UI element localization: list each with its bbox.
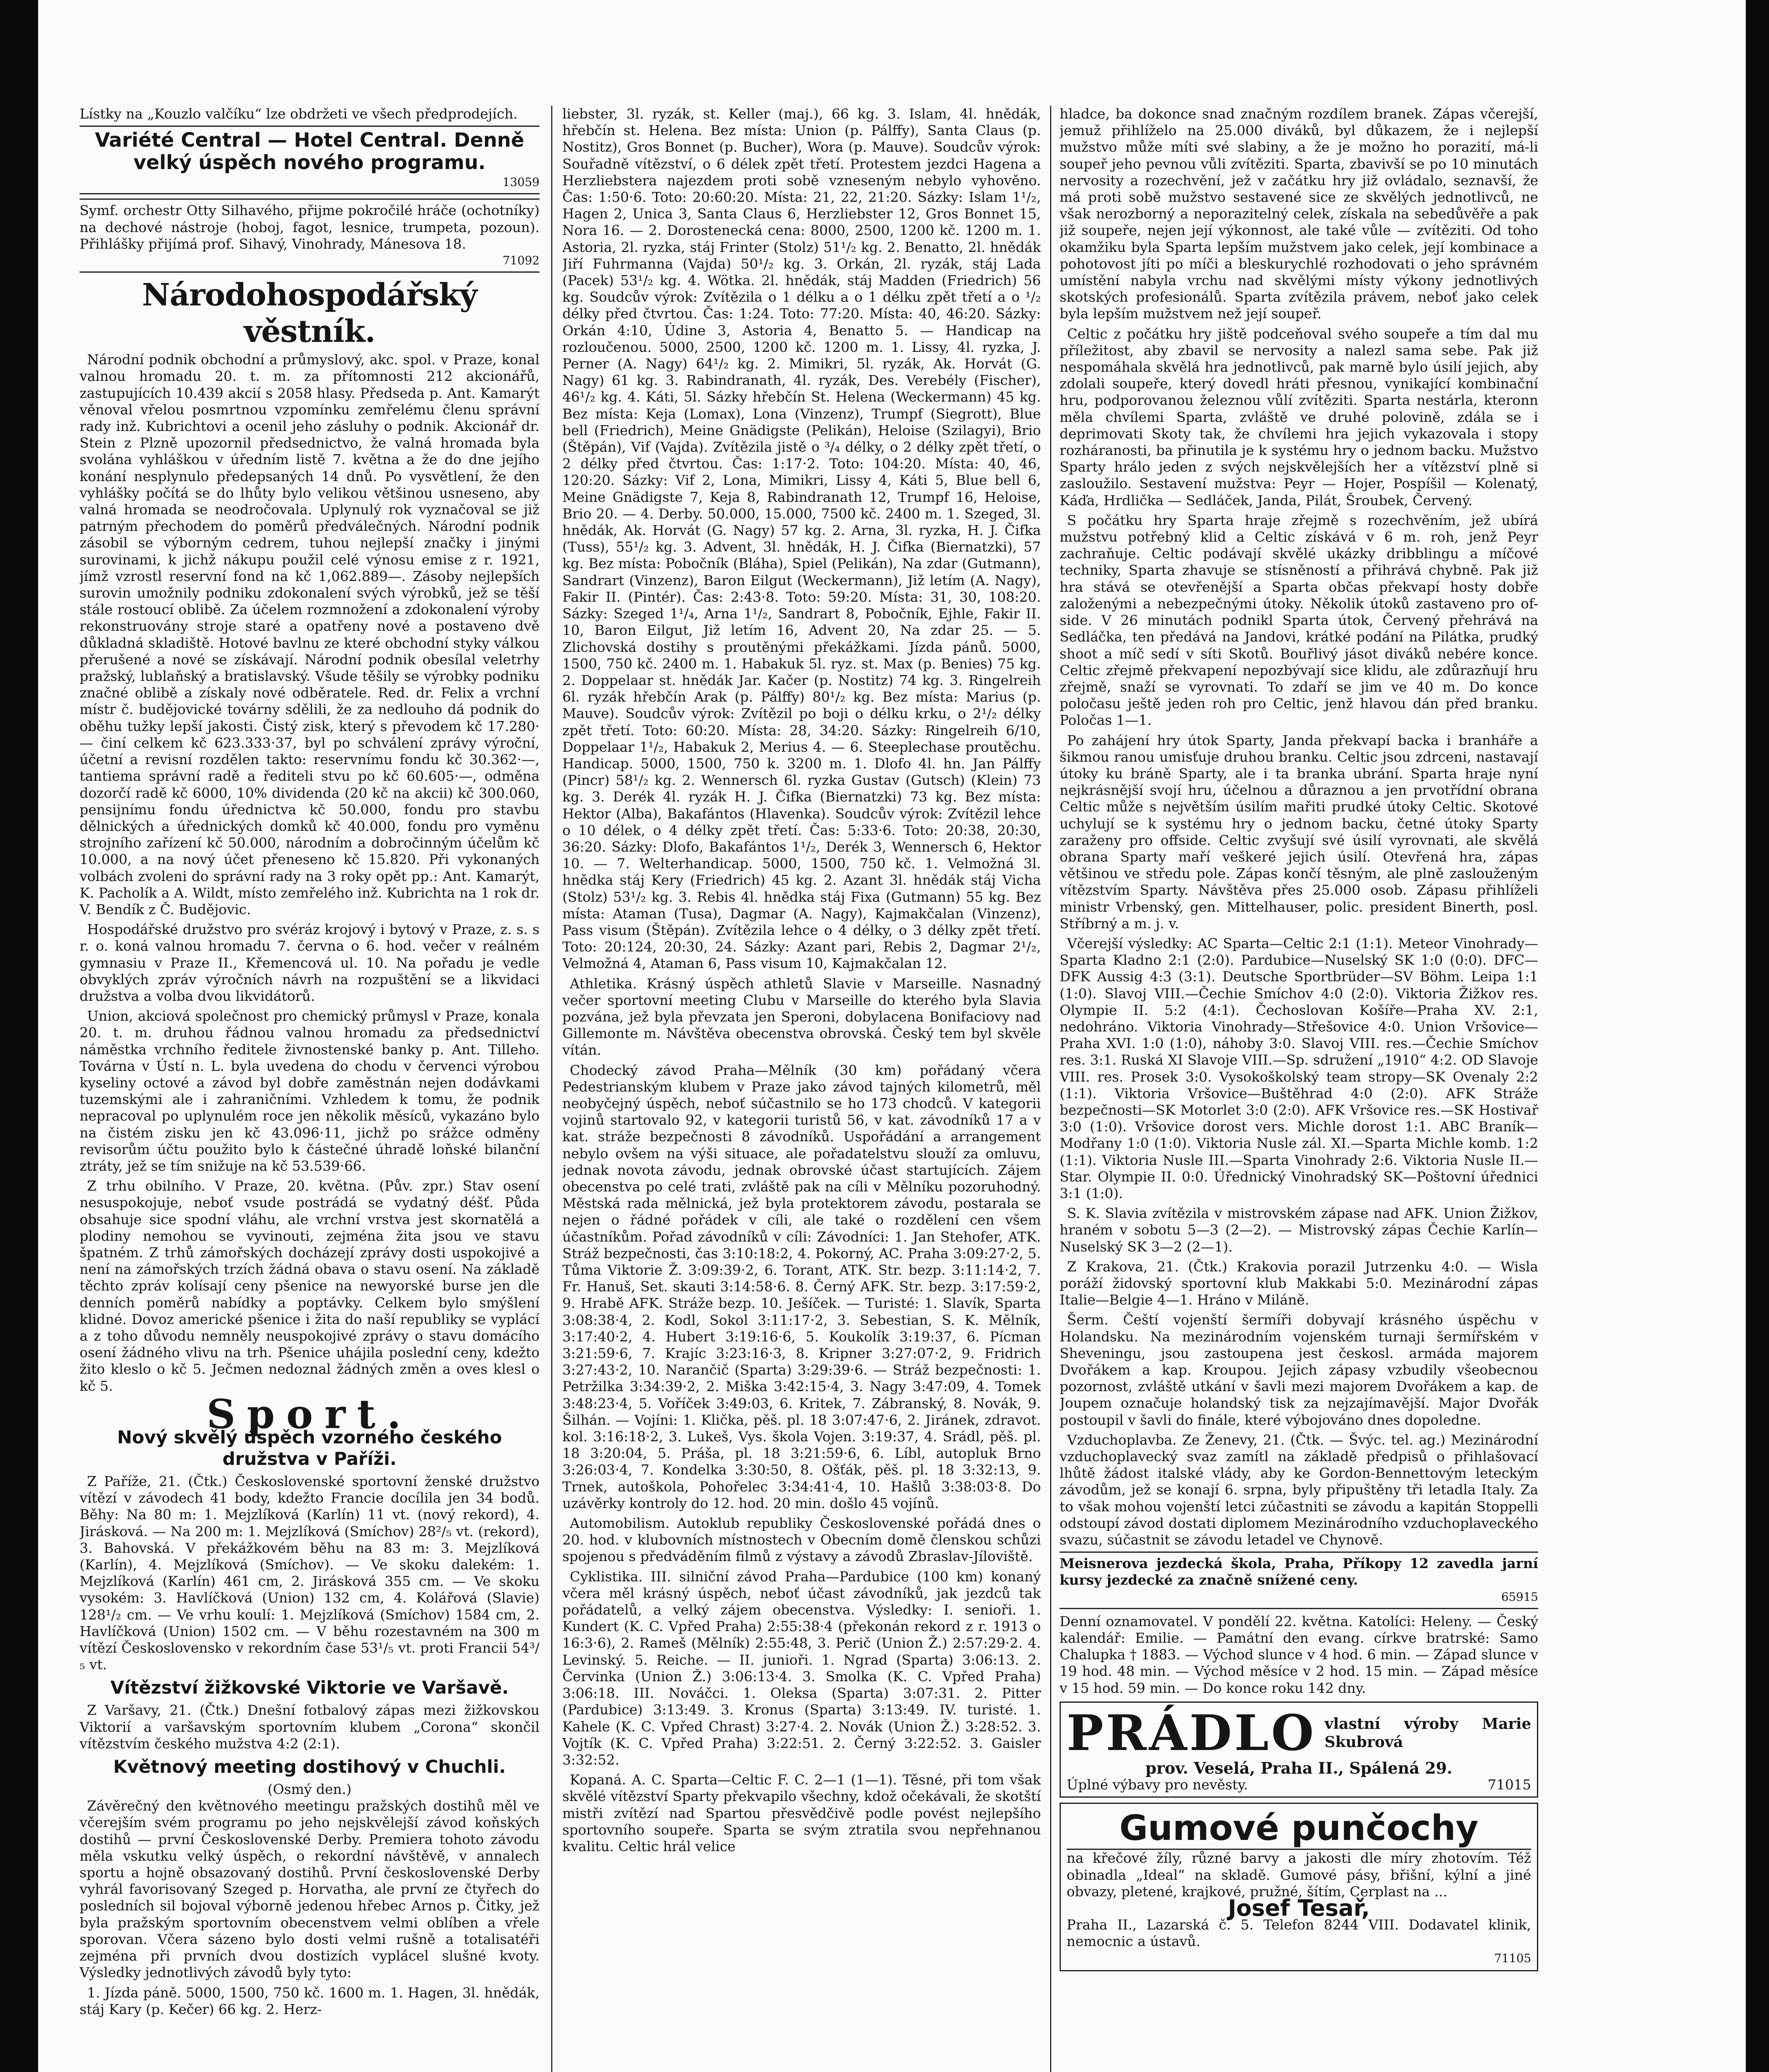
article-kopana: Kopaná. A. C. Sparta—Celtic F. C. 2—1 (1—1). Těsné, při tom však skvělé vítězství Sparty překvapilo všechny, kdož očekávali, že skotští mistři zvítězí nad Spartou přesvědčivě podle povést nejlepšího sportovního soupeře. Sparta se svým ztratila svou nepřehnanou kvalitu. Celtic hrál velice: [562, 1772, 1041, 1854]
article-chuchle-results: 1. Jízda páně. 5000, 1500, 750 kč. 1600 m. 1. Hagen, 3l. hnědák, stáj Kary (p. Kečer) 66 kg. 2. Herz-: [80, 1984, 540, 2017]
article-vzduchoplavba: Vzduchoplavba. Ze Ženevy, 21. (Čtk. — Švýc. tel. ag.) Mezinárodní vzduchoplavecký svaz zamítl na základě předpisů o přihlašovací lhůtě žádost italské vlády, aby ke Gordon-Bennettovým leteckým závodům, jež se konají 6. srpna, byly připuštěny tři letadla Italy. Za to však mohou vojenští letci zúčastniti se závodu a kapitán Stoppelli odstoupí závod dostati diplomem Mezinárodního vzduchoplaveckého svazu, súčastnit se závodu letadel ve Chynově.: [1060, 1431, 1538, 1548]
article-narodni-podnik: Národní podnik obchodní a průmyslový, akc. spol. v Praze, konal valnou hromadu 20. t. m. za přítomnosti 212 akcionářů, zastupujících 10.439 akcií s 2058 hlasy. Předseda p. Ant. Kamarýt věnoval vřelou posmrtnou vzpomínku zemřelému členu správní rady inž. Kubrichtovi a ocenil jeho zásluhy o podnik. Akcionář dr. Stein z Plzně upozornil předsednictvo, že valná hromada byla svolána vyhláškou v úředním listě 7. května a že do dne jejího konání nesplynulo předepsaných 14 dnů. Po vysvětlení, že den vyhlášky počítá se do lhůty bylo velikou většinou usneseno, aby valná hromada se neodročovala. Uplynulý rok vyznačoval se již patrným přechodem do poměrů předválečných. Národní podnik zásobil se výborným cedrem, tuhou nejlepší značky i jinými surovinami, k jichž nákupu použil celé výnosu emise z r. 1921, jímž vzrostl reservní fond na kč 1,062.889—. Zásoby nejlepších surovin umožnily podniku zdokonalení svých výrobků, jež se těší stále rostoucí oblibě. Za účelem rozmnožení a zdokonalení výroby rekonstruovány stroje staré a opatřeny nové a postaveno dvě důkladná skladiště. Hotové bavlnu ze které obchodní styky válkou přerušené a nové se získávají. Národní podnik obesílal veletrhy pražský, lublaňský a bratislavský. Všude těšily se výrobky podniku značné oblibě a získaly nové odběratele. Red. dr. Felix a vrchní místr č. budějovické továrny sdělili, že za nedlouho dá podnik do oběhu tužky lepší jakosti. Čistý zisk, který s převodem kč 17.280·— činí celkem kč 623.333·37, byl po schválení zprávy výroční, účetní a revisní rozdělen takto: reservnímu fondu kč 30.362·—, tantiema správní radě a řediteli stvu po kč 60.605·—, odměna dozorčí radě kč 6000, 10% dividenda (20 kč na akcii) kč 300.060, pensijnímu fondu úřednictva kč 50.000, fondu pro stavbu dělnických a úřednických domků kč 40.000, fondu pro vyměnu strojního zařízení kč 50.000, národním a dobročinným účelům kč 10.000, a na nový účet přeneseno kč 15.820. Při vykonaných volbách zvoleni do správní rady na 3 roky opět pp.: Ant. Kamarýt, K. Pacholík a A. Wildt, místo zemřelého inž. Kubrichta na 1 rok dr. V. Bendík z Č. Budějovic.: [80, 351, 540, 917]
article-serm: Šerm. Čeští vojenští šermíři dobyvají krásného úspěchu v Holandsku. Na mezinárodním vojenském turnaji šermířském v Sheveningu, jsou zastoupena jest českosl. armáda majorem Dvořákem a kap. Kroupou. Jejich zápasy vzbudily všeobecnou pozornost, zvláště utkání v šavli mezi majorem Dvořákem a kap. de Joupem označuje holandský tisk za nejzajímavější. Major Dvořák postoupil v šavli do finále, které výbojováno dnes dopoledne.: [1060, 1312, 1538, 1428]
article-dostihy-results: liebster, 3l. ryzák, st. Keller (maj.), 66 kg. 3. Islam, 4l. hnědák, hřebčín st. Helena. Bez místa: Union (p. Pálffy), Santa Claus (p. Nostitz), Gros Bonnet (p. Bucher), Wora (p. Mauve). Soudcův výrok: Souřadně vítězství, o 6 délek zpět třetí. Protestem jezdci Hagena a Herzliebstera najezdem proti sobě vzneseným nebylo vyhověno. Čas: 1:50·6. Toto: 20:60:20. Místa: 21, 22, 21:20. Sázky: Islam 1¹/₂, Hagen 2, Unica 3, Santa Claus 6, Herzliebster 12, Gros Bonnet 15, Nora 16. — 2. Dorostenecká cena: 8000, 2500, 1200 kč. 1200 m. 1. Astoria, 2l. ryzka, stáj Frinter (Stolz) 51¹/₂ kg. 2. Benatto, 2l. hnědák Jiří Fuhrmanna (Vajda) 50¹/₂ kg. 3. Orkán, 2l. ryzák, stáj Lada (Pacek) 53¹/₂ kg. 4. Wötka. 2l. hnědák, stáj Madden (Friedrich) 56 kg. Soudcův výrok: Zvítězila o 1 délku a o 1 délku zpět třetí a o ¹/₂ délky před čtvrtou. Čas: 1:24. Toto: 77:20. Místa: 40, 46:20. Sázky: Orkán 4:10, Údine 3, Astoria 4, Benatto 5. — Handicap na rozloučenou. 5000, 2500, 1200 kč. 1200 m. 1. Lissy, 4l. ryzka, J. Perner (A. Nagy) 64¹/₂ kg. 2. Mimikri, 5l. ryzák, Ak. Horvát (G. Nagy) 61 kg. 3. Rabindranath, 4l. ryzák, Des. Verebély (Fischer), 46¹/₂ kg. 4. Káti, 5l. Sázky hřebčín St. Helena (Weckermann) 45 kg. Bez místa: Keja (Lomax), Lona (Vinzenz), Trumpf (Siegrott), Blue bell (Friedrich), Meine Gnädigste (Pelikán), Heloise (Szilagyi), Brio (Štěpán), Vif (Vajda). Zvítězila jistě o ³/₄ délky, o 2 délky zpět třetí, o 2 délky před čtvrtou. Čas: 1:17·2. Toto: 104:20. Místa: 40, 46, 120:20. Sázky: Vif 2, Lona, Mimikri, Lissy 4, Káti 5, Blue bell 6, Meine Gnädigste 7, Keja 8, Rabindranath 12, Trumpf 16, Heloise, Brio 20. — 4. Derby. 50.000, 15.000, 7500 kč. 2400 m. 1. Szeged, 3l. hnědák, Ak. Horvát (G. Nagy) 57 kg. 2. Arna, 3l. ryzka, H. J. Čifka (Tuss), 55¹/₂ kg. 3. Advent, 3l. hnědák, H. J. Čifka (Biernatzki), 57 kg. Bez místa: Pobočník (Bláha), Spiel (Pelikán), Na zdar (Gutmann), Sandrart (Vinzenz), Baron Eilgut (Weckermann), Již letím (A. Nagy), Fakir II. (Pintér). Čas: 2:43·8. Toto: 59:20. Místa: 31, 30, 108:20. Sázky: Szeged 1¹/₄, Arna 1¹/₂, Sandrart 8, Pobočník, Ejhle, Fakir II. 10, Baron Eilgut, Již letím 16, Advent 20, Na zdar 25. — 5. Zlichovská dostihy s proutěnými překážkami. Jízda pánů. 5000, 1500, 750 kč. 2400 m. 1. Habakuk 5l. ryz. st. Max (p. Benies) 75 kg. 2. Doppelaar st. hnědák Jar. Kačer (p. Nostitz) 74 kg. 3. Ringelreih 6l. ryzák hřebčín Arak (p. Pálffy) 80¹/₂ kg. Bez místa: Marius (p. Mauve). Soudcův výrok: Zvítězil po boji o délku krku, o 2¹/₂ délky zpět třetí. Toto: 60:20. Místa: 28, 34:20. Sázky: Ringelreih 6/10, Doppelaar 1¹/₂, Habakuk 2, Merius 4. — 6. Steeplechase proutěchu. Handicap. 5000, 1500, 750 k. 3200 m. 1. Dlofo 4l. hn. Jan Pálffy (Pincr) 58¹/₂ kg. 2. Wennersch 6l. ryzka Gustav (Gutsch) (Klein) 73 kg. 3. Derék 4l. ryzák H. J. Čifka (Biernatzki) 73 kg. Bez místa: Hektor (Alba), Bakafántos (Hlavenka). Soudcův výrok: Zvítězil lehce o 10 délek, o 4 délky zpět třetí. Čas: 5:33·6. Toto: 20:38, 20:30, 36:20. Sázky: Dlofo, Bakafántos 1¹/₂, Derék 3, Wennersch 6, Hektor 10. — 7. Welterhandicap. 5000, 1500, 750 kč. 1. Velmožná 3l. hnědka stáj Kery (Friedrich) 45 kg. 2. Azant 3l. hnědák stáj Vicha (Stolz) 53¹/₂ kg. 3. Rebis 4l. hnědka stáj Fixa (Gutmann) 55 kg. Bez místa: Ataman (Tusa), Dagmar (A. Nagy), Kajmakčalan (Vinzenz), Pass visum (Štěpán). Zvítězila lehce o 4 délky, o 3 délky zpět třetí. Toto: 20:124, 20:30, 24. Sázky: Azant pari, Rebis 2, Dagmar 2¹/₂, Velmožná 4, Ataman 6, Pass visum 10, Kajmakčalan 12.: [562, 106, 1041, 972]
article-kopana-druhy-polocas: Po zahájení hry útok Sparty, Janda překvapí backa i branháře a šikmou ranou umisťuje druhou branku. Celtic jsou zdrceni, nastavají útoky ku bráně Sparty, ale i ta branka ubrání. Sparta hraje nyní nejkrásnější svojí hru, účelnou a důraznou a jen prvotřídní obrana Celtic může s největším úsilím mařiti prudké útoky Celtic. Skotové uchylují se k systému hry o jednom backu, četné útoky Sparty zaraženy pro offside. Celtic zvyšují své úsilí vyrovnati, ale skvělá obrana Sparty maří veškeré jejich úsilí. Otevřená hra, zápas většinou ve středu pole. Zápas končí těsným, ale plně zaslouženým vítězstvím Sparty. Návštěva přes 25.000 osob. Zápasu přihlíželi ministr Vrbenský, gen. Mittelhauser, polic. president Binerth, posl. Stříbrný a m. j. v.: [1060, 732, 1538, 932]
pradlo-ad: [1060, 1702, 1538, 1798]
scan-right-edge: [1746, 0, 1769, 2072]
column-2: [562, 106, 1041, 2072]
column-3: [1060, 106, 1538, 2072]
variete-ad: [80, 126, 540, 194]
listky-note: Lístky na „Kouzlo valčíku“ lze obdržeti ve všech předprodejích.: [80, 106, 518, 122]
newspaper-page: [80, 106, 1538, 2072]
pradlo-ad-side: vlastní výroby Marie Skubrová: [1324, 1715, 1531, 1751]
article-vcerejsi-vysledky: Včerejší výsledky: AC Sparta—Celtic 2:1 (1:1). Meteor Vinohrady—Sparta Kladno 2:1 (2:0). Pardubice—Nuselský SK 1:0 (0:0). DFC—DFK Aussig 4:3 (3:1). Deutsche Sportbrüder—SV Böhm. Leipa 1:1 (1:0). Slavoj VIII.—Čechie Smíchov 4:0 (2:0). Viktoria Žižkov res. Olympie II. 5:2 (4:1). Čechoslovan Košíře—Praha XV. 2:1, nedohráno. Viktoria Vinohrady—Střešovice 4:0. Union Vršovice—Praha XVI. 1:0 (1:0), náhoby 3:0. Slavoj VIII. res.—Čechie Smíchov res. 3:1. Ruská XI Slavoje VIII.—Sp. sdružení „1910“ 4:2. OD Slavoje VIII. res. Prosek 3:0. Vysokoškolský team stropy—SK Ovenaly 2:2 (1:1). Viktoria Vršovice—Buštěhrad 4:0 (2:0). AFK Stráže bezpečnosti—SK Motorlet 3:0 (2:0). AFK Vršovice res.—SK Hostivař 3:0 (1:0). Vršovice dorost vers. Michle dorost 1:1. ABC Braník—Modřany 1:0 (1:0). Viktoria Nusle zál. XI.—Sparta Michle komb. 1:2 (1:1). Viktoria Nusle III.—Sparta Vinohrady 2:6. Viktoria Nusle II.—Star. Olympie II. 0:0. Úřednický Vinohradský SK—Poštovní úřednici 3:1 (1:0).: [1060, 935, 1538, 1201]
article-athletika: Athletika. Krásný úspěch athletů Slavie v Marseille. Nasnadný večer sportovní meeting Clubu v Marseille do kterého byla Slavia pozvána, jež byla převzata jen Speroni, dobylacena Bonifaciovy nad Gillemonte m. Návštěva obecenstva obrovská. Český tem byl skvěle vítán.: [562, 975, 1041, 1058]
gumove-ad-address: Praha II., Lazarská č. 5. Telefon 8244 VIII. Dodavatel klinik, nemocnic a ústavů.: [1067, 1917, 1531, 1950]
denni-oznamovatel: Denní oznamovatel. V pondělí 22. května. Katolíci: Heleny. — Český kalendář: Emilie. — Památní den evang. církve bratrské: Samo Chalupka † 1883. — Východ slunce v 4 hod. 6 min. — Západ slunce v 19 hod. 48 min. — Východ měsíce v 2 hod. 15 min. — Západ měsíce v 15 hod. 59 min. — Do konce roku 142 dny.: [1060, 1613, 1538, 1696]
ad-number: 65915: [1501, 1590, 1538, 1604]
article-automobilism: Automobilism. Autoklub republiky Československé pořádá dnes o 20. hod. v klubovních místnostech v Obecním domě členskou schůzi spojenou s předváděním filmů z výstavy a závodů Zbraslav-Jíloviště.: [562, 1515, 1041, 1565]
gumove-puncochy-ad: [1060, 1803, 1538, 1971]
article-slavia: S. K. Slavia zvítězila v mistrovském zápase nad AFK. Union Žižkov, hraném v sobotu 5—3 (2—2). — Mistrovský zápas Čechie Karlín—Nuselský SK 3—2 (2—1).: [1060, 1205, 1538, 1255]
meisner-ad: [1060, 1552, 1538, 1609]
ad-number: 71105: [1494, 1951, 1531, 1965]
gumove-ad-name: Josef Tesař,: [1228, 1895, 1370, 1921]
pradlo-ad-footer: Úplné výbavy pro nevěsty.: [1067, 1777, 1248, 1793]
ad-number: 71092: [502, 254, 540, 268]
article-krakov: Z Krakova, 21. (Čtk.) Krakovia porazil Jutrzenku 4:0. — Wisla poráží židovský sportovní klub Makkabi 5:0. Mezinárodní zápas Italie—Belgie 4—1. Hráno v Miláně.: [1060, 1258, 1538, 1308]
section-title-sport: Sport.: [206, 1390, 413, 1438]
article-parize: Z Paříže, 21. (Čtk.) Československé sportovní ženské družstvo vítězí v závodech 41 body, kdežto Francie docílila jen 34 bodů. Běhy: Na 80 m: 1. Mejzlíková (Karlín) 11 vt. (nový rekord), 4. Jirásková. — Na 200 m: 1. Mejzlíková (Smíchov) 28²/₅ vt. (rekord), 3. Bahovská. V překážkovém běhu na 83 m: 3. Mejzlíková (Karlín), 4. Mejzlíková (Smíchov). — Ve skoku dalekém: 1. Mejzlíková (Karlín) 461 cm, 2. Jirásková 355 cm. — Ve skoku vysokém: 3. Havlíčková (Union) 132 cm, 4. Kolářová (Slavie) 128¹/₂ cm. — Ve vrhu koulí: 1. Mejzlíková (Smíchov) 1584 cm, 2. Havlíčková (Union) 1502 cm. — V běhu rozestavném na 300 m vítězí Československo v rekordním čase 53¹/₅ vt. proti Francii 54³/₅ vt.: [80, 1473, 540, 1673]
gumove-ad-title: Gumové punčochy: [1067, 1807, 1531, 1850]
article-druzstvo: Hospodářské družstvo pro svéráz krojový i bytový v Praze, z. s. s r. o. koná valnou hromadu 7. června o 6. hod. večer v reálném gymnasiu v Praze II., Křemencová ul. 10. Na pořadu je vedle obvyklých zpráv výročních návrh na rozpuštění se a likvidaci družstva a volba dvou likvidátorů.: [80, 921, 540, 1004]
article-cyklistika: Cyklistika. III. silniční závod Praha—Pardubice (100 km) konaný včera měl krásný úspěch, neboť účast závodníků, jak jezdců tak pořádatelů, a velký zájem obecenstva. Výsledky: I. senioři. 1. Kundert (K. C. Vpřed Praha) 2:55:38·4 (překonán rekord z r. 1913 o 16:3·6), 2. Rameš (Mělník) 2:55:48, 3. Perič (Union Ž.) 2:57:29·2. 4. Levinský. 5. Reiche. — II. junioři. 1. Ngrad (Sparta) 3:06:13. 2. Červinka (Union Ž.) 3:06:13·4. 3. Smolka (K. C. Vpřed Praha) 3:06:18. III. Nováčci. 1. Oleksa (Sparta) 3:07:31. 2. Pitter (Pardubice) 3:13:49. 3. Kronus (Sparta) 3:13:49. IV. turisté. 1. Kahele (K. C. Vpřed Chrast) 3:27·4. 2. Novák (Union Ž.) 3:28:52. 3. Vojtík (K. C. Vpřed Praha) 3:22:51. 2. Černý 3:22:52. 3. Gaisler 3:32:52.: [562, 1568, 1041, 1768]
orchestr-ad: [80, 198, 540, 273]
ad-number: 71015: [1488, 1777, 1531, 1793]
article-chodecky-zavod: Chodecký závod Praha—Mělník (30 km) pořádaný včera Pedestrianským klubem v Praze jako závod tajných kilometrů, měl neobyčejný úspěch, neboť súčastnilo se ho 173 chodců. V kategorii vojinů startovalo 92, v kategorii turistů 56, v kat. závodníků 17 a v kat. stráže bezpečnosti 8 závodníků. Uspořádání a arrangement nebylo ovšem na výši situace, ale pořadatelstvu slouží za omluvu, jednak novota závodu, jednak obrovské účast startujících. Zájem obecenstva po celé trati, zvláště pak na cíli v Mělníku pozoruhodný. Městská rada mělnická, jež byla protektorem závodu, postarala se nejen o řádné pořádek v cíli, ale také o rozdělení cen všem účastníkům. Pořad závodníků v cíli: Závodníci: 1. Jan Stehofer, ATK. Stráž bezpečnosti, čas 3:10:18:2, 4. Pokorný, AC. Praha 3:09:27·2, 5. Tůma Viktorie Ž. 3:09:39·2, 6. Torant, ATK. Str. bezp. 3:11:14·2, 7. Fr. Hanuš, Set. skauti 3:14:58·6. 8. Černý AFK. Str. bezp. 3:17:59·2, 9. Hrabě AFK. Stráže bezp. 10. Ješíček. — Turisté: 1. Slavík, Sparta 3:08:38·4, 2. Kodl, Sokol 3:11:17·2, 3. Sebestian, S. K. Mělník, 3:17:40·2, 4. Hubert 3:19:16·6, 5. Koukolík 3:19:37, 6. Pícman 3:21:59·6, 7. Krajíc 3:23:16·3, 8. Kripner 3:27:07·2, 9. Fridrich 3:27:43·2, 10. Narančič (Sparta) 3:29:39·6. — Stráž bezpečnosti: 1. Petržilka 3:34:39·2, 2. Miška 3:42:15·4, 3. Nagy 3:47:09, 4. Tomek 3:48:23·4, 5. Voříček 3:49:03, 6. Kritek, 7. Zábranský, 8. Novák, 9. Šilhán. — Vojíni: 1. Klička, pěš. pl. 18 3:07:47·6, 2. Jiránek, zdravot. kol. 3:16:18·2, 3. Lukeš, Vys. škola Vojen. 3:19:37, 4. Srádl, pěš. pl. 18 3:20:04, 5. Práša, pl. 18 3:21:59·6, 6. Líbl, autopluk Brno 3:26:03·4, 7. Kondelka 3:30:50, 8. Ošťák, pěš. pl. 18 3:32:13, 9. Trnek, autoškola, Pohořelec 3:34:41·4, 10. Hašlů 3:38:03·8. Do uzávěrky kontroly do 12. hod. 20 min. došlo 45 vojínů.: [562, 1062, 1041, 1511]
meisner-ad-text: Meisnerova jezdecká škola, Praha, Příkopy 12 zavedla jarní kursy jezdecké za značně snížené ceny.: [1060, 1555, 1538, 1588]
gumove-ad-text: na křečové žíly, různé barvy a jakosti dle míry zhotovím. Též obinadla „Ideal“ na skladě. Gumové pásy, břišní, kýlní a jiné obvazy, pletené, krajkové, pružné, šítím, Cerplast na ...: [1067, 1850, 1531, 1900]
article-kopana-prubeh: S počátku hry Sparta hraje zřejmě s rozechvěním, jež ubírá mužstvu potřebný klid a Celtic získává v 6 m. roh, jenž Peyr zachraňuje. Celtic podávají skvělé ukázky dribblingu a míčové techniky, Sparta zhavuje se stísněností a přihrává chybně. Pak již hra stává se otevřenější a Sparta občas překvapí hosty dobře založenými a nebezpečnými útoky. Několik útoků zastaveno pro of-side. V 26 minutách podnikl Sparta útok, Červený přehrává na Sedláčka, ten předává na Jandovi, krátké podání na Pilátka, prudký shoot a míč sedí v síti Skotů. Bouřlivý jásot diváků nebére konce. Celtic zřejmě překvapení nepozbývají sice klidu, ale zdůrazňují hru zřejmě, snaží se vyrovnati. To zdaří se jim ve 40 m. Do konce poločasu ještě jeden roh pro Celtic, jenž hlavou dán před branku. Poločas 1—1.: [1060, 512, 1538, 729]
scan-left-edge: [0, 0, 38, 2072]
column-rule: [1050, 106, 1051, 2072]
pradlo-ad-title: PRÁDLO: [1067, 1704, 1316, 1762]
headline-varsava: Vítězství žižkovské Viktorie ve Varšavě.: [110, 1677, 509, 1699]
variete-ad-title: Variété Central — Hotel Central. Denně velký úspěch nového programu.: [94, 129, 525, 174]
article-kopana-cont: hladce, ba dokonce snad značným rozdílem branek. Zápas včerejší, jemuž přihlíželo na 25.000 diváků, byl důkazem, že i nejlepší mužstvo může míti své slabiny, a že je možno ho porazití, má-li soupeř jeho pevnou vůli zvítěziti. Sparta, zbavivší se po 10 minutách nervosity a rozechvění, jež v začátku hry již ovládalo, seznavší, že má proti sobě mužstvo sestavené sice ze skvělých jednotlivců, ne však nerozborný a neporazitelný celek, získala na sebedůvěře a pak již soupeře, nejen její výkonnost, ale také vůle — zvítěziti. Od toho okamžiku byla Sparta lepším mužstvem jako celek, její kombinace a pohotovost jíti po míči a bleskurychlé rozhodovati o jeho správném umístění nabyla vrchu nad skvělými místy výkony jednotlivých skotských profesionálů. Sparta zvítězila právem, neboť jako celek byla lepším mužstvem než její soupeř.: [1060, 106, 1538, 322]
pradlo-ad-address: prov. Veselá, Praha II., Spálená 29.: [1145, 1758, 1452, 1777]
article-union: Union, akciová společnost pro chemický průmysl v Praze, konala 20. t. m. druhou řádnou valnou hromadu za předsednictví náměstka vrchního ředitele živnostenské banky p. Ant. Tilleho. Továrna v Ústí n. L. byla uvedena do chodu v červenci výrobou kyseliny octové a závod byl dobře zaměstnán nejen dodávkami tuzemskými ale i zahraničními. Vzhledem k tomu, že podnik nepracoval po uplynulém roce jen několik měsíců, vykazáno bylo na čistém zisku jen kč 43.096·11, jichž po srážce odměny revisorům účtu použito bylo k částečné úhradě loňské bilanční ztráty, jež se tím snižuje na kč 53.539·66.: [80, 1008, 540, 1174]
headline-parize: Nový skvělý úspěch vzorného českého družstva v Paříži.: [117, 1427, 502, 1470]
article-kopana-celtic: Celtic z počátku hry jiště podceňoval svého soupeře a tím dal mu příležitost, aby zbavil se nervosity a nalezl sama sebe. Pak již nespomáhala skvělá hra jednotlivců, pak marně bylo úsilí jejich, aby zdolali soupeře, který dovedl hráti přesnou, vynikající kombinační hru, podporovanou železnou vůlí zvítěziti. Sparta nestárla, kteronn měla chvílemi Sparta, zvláště ve druhé polovině, zdála se i deprimovati Skoty tak, že chvílemi hra jejich vykazovala i stopy rozháranosti, ba přinutila je k systému hry o jednom backu. Mužstvo Sparty hrálo jeden z svých nejskvělejších her a vítězství plně si zasloužilo. Sestavení mužstva: Peyr — Hojer, Pospíšil — Kolenatý, Káďa, Hrdlička — Sedláček, Janda, Pilát, Šroubek, Červený.: [1060, 325, 1538, 508]
column-rule: [551, 106, 552, 2072]
subheadline-chuchle: (Osmý den.): [267, 1781, 352, 1798]
ad-number: 13059: [502, 175, 540, 189]
section-title-narodohospodarsky: Národohospodářský věstník.: [142, 277, 477, 350]
article-chuchle: Závěrečný den květnového meetingu pražských dostihů měl ve včerejším svém programu po jeho nejskvělejší závod koňských dostihů — první Československé Derby. Premiera tohoto závodu měla vskutku velký úspěch, o rekordní návštěvě, v annalech sportu a hojně obsazovaný dostihů. První československé Derby vyhrál favorisovaný Szeged p. Horvatha, ale první ze čtyřech do posledních sil bojoval výborně jedenou hřebec Arnos p. Čitky, jež byla pražským sportovním obecenstvem velmi oblíben a vřele sporovan. Včera sázeno bylo dosti velmi rušně a totalisatéři zejména při prvních dvou dostizích vyplácel slušné kvoty. Výsledky jednotlivých závodů byly tyto:: [80, 1798, 540, 1981]
article-trh-obilni: Z trhu obilního. V Praze, 20. května. (Pův. zpr.) Stav osení nesuspokojuje, neboť vsude postrádá se vydatný déšť. Půda obsahuje sice spodní vláhu, ale vrchní vrstva jest skornatělá a plodiny nemohou se vyvinouti, zejména žita jsou ve stavu špatném. Z trhů zámořských docházejí zprávy dosti uspokojivé a není na zámořských trzích žádná obava o stavu osení. Na základě těchto zpráv kolísají ceny pšenice na newyorské burse jen dle denních poměrů nabídky a poptávky. Celkem bylo smýšlení klidné. Dovoz americké pšenice i žita do naší republiky se vyplácí a z toho důvodu nemněly neuspokojivé zprávy o stavu domácího osení žádného vlivu na trh. Pšenice uhájila poslední ceny, kdežto žito kleslo o kč 5. Ječmen nedoznal žádných změn a oves klesl o kč 5.: [80, 1178, 540, 1394]
orchestr-ad-text: Symf. orchestr Otty Silhavého, přijme pokročilé hráče (ochotníky) na dechové nástroje (hoboj, fagot, lesnice, trumpeta, pozoun). Přihlášky přijímá prof. Sihavý, Vinohrady, Mánesova 18.: [80, 202, 540, 252]
headline-chuchle: Květnový meeting dostihový v Chuchli.: [113, 1757, 506, 1778]
article-varsava: Z Varšavy, 21. (Čtk.) Dnešní fotbalový zápas mezi žižkovskou Viktorií a varšavským sportovním klubem „Corona“ skončil vítězstvím českého mužstva 4:2 (2:1).: [80, 1702, 540, 1752]
column-1: [80, 106, 540, 2072]
